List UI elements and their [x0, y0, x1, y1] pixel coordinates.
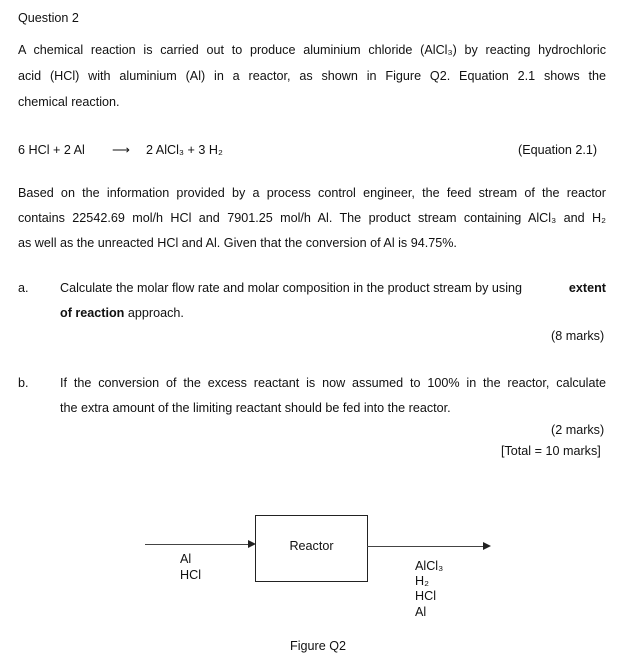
part-b-line1: If the conversion of the excess reactant is now assumed to 100% in the reactor, calculate [60, 376, 606, 390]
figure-caption: Figure Q2 [290, 639, 346, 653]
equation-rhs: 2 AlCl₃ + 3 H₂ [146, 143, 223, 157]
output-stream-line [367, 546, 483, 547]
output-component: Al [415, 605, 427, 619]
output-component: H₂ [415, 574, 429, 588]
reaction-arrow: ⟶ [112, 143, 131, 157]
input-component: Al [180, 552, 192, 566]
part-a-text: approach. [124, 306, 184, 320]
part-a-marks: (8 marks) [551, 329, 605, 343]
part-b-marks: (2 marks) [551, 423, 605, 437]
output-component: AlCl₃ [415, 559, 444, 573]
total-marks: [Total = 10 marks] [501, 444, 601, 458]
part-b-letter: b. [18, 376, 29, 390]
output-component: HCl [415, 589, 436, 603]
info-line: as well as the unreacted HCl and Al. Given that the conversion of Al is 94.75%. [18, 236, 457, 250]
reactor-label: Reactor [289, 539, 334, 553]
part-a-bold: of reaction [60, 306, 125, 320]
equation-label: (Equation 2.1) [518, 143, 598, 157]
input-stream-line [145, 544, 248, 545]
intro-line: A chemical reaction is carried out to produce aluminium chloride (AlCl₃) by reacting hydrochloric [18, 43, 606, 57]
equation-lhs: 6 HCl + 2 Al [18, 143, 85, 157]
part-a-letter: a. [18, 281, 29, 295]
info-line: contains 22542.69 mol/h HCl and 7901.25 mol/h Al. The product stream containing AlCl₃ and H₂ [18, 211, 606, 225]
part-b-line2: the extra amount of the limiting reactant should be fed into the reactor. [60, 401, 451, 415]
question-title: Question 2 [18, 11, 79, 25]
output-arrow-icon [483, 542, 491, 550]
part-a-bold: extent [568, 281, 606, 295]
part-a-line2 [60, 305, 184, 321]
part-a-text: Calculate the molar flow rate and molar composition in the product stream by using [60, 281, 522, 295]
intro-line: chemical reaction. [18, 95, 120, 109]
input-component: HCl [180, 568, 201, 582]
part-a-line1 [60, 280, 606, 296]
info-line: Based on the information provided by a process control engineer, the feed stream of the reactor [18, 186, 606, 200]
intro-line: acid (HCl) with aluminium (Al) in a reactor, as shown in Figure Q2. Equation 2.1 shows the [18, 69, 606, 83]
